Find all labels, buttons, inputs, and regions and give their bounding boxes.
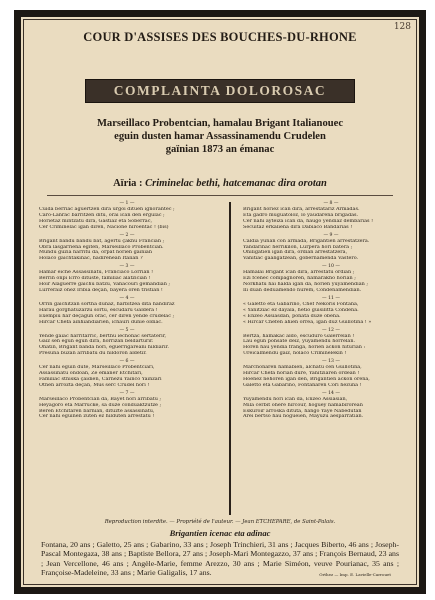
subtitle-line: gaïnian 1873 an émanac (165, 144, 275, 155)
verse-line: Heyagoro éta Marrucke, sa duze conduaktzutze ; (39, 402, 162, 408)
stanza-number: — 14 — (322, 390, 340, 396)
stanza (39, 264, 215, 294)
stanza (243, 391, 419, 421)
verse-line: Horen hau yendia franga, horien ackon hiturian : (243, 345, 366, 351)
verse-line: Yende gaiac harritarric, berthu iechonac sertaterir, (39, 333, 167, 339)
verse-line: Hircar Chefa ainhiandiarien, ichauri dunié oldiac. (39, 319, 163, 325)
air-title: Criminelac bethi, hatcemanac dira orotan (145, 178, 327, 189)
verse-line: Eta gadro muguatoloz, lo yaudarena brigadas. (243, 212, 359, 218)
verse-line: Exempiu har dêçagun orac, cer diren yende crudelac ; (39, 313, 175, 319)
stanza (39, 296, 215, 326)
verse-line: « Hircar Chefen ahien orrea, igan duz Guillotina ! » (243, 319, 372, 325)
stanza (39, 201, 215, 231)
verse-line: Harau gorghatuzarzu sortu, escudaru Galdera ! (39, 307, 158, 313)
verse-line: Assassinatu ondoan, Ze émaner Etchitari, (39, 371, 143, 377)
air-line (31, 178, 409, 189)
stanza (39, 391, 215, 421)
verse-line: Hamar eiche Assassinatu, Franciaco Lorrian ! (39, 270, 154, 276)
verse-line: « Yanitziac ez dayala, hetio guisilitta Condena. (243, 307, 359, 313)
verse-line: Cer Criminelac igan diren, Nacioné hiroentac ! (bis) (39, 224, 169, 230)
verse-line: Berrin onpi Erro dituste, familiac alatzician ! (39, 276, 151, 282)
verse-line: Ohiligatien igan dira, ordian arrestatzera, (243, 250, 348, 256)
verse-line: Ohatin, Brigant banda hori, eguerrigareani hildiarir. (39, 345, 169, 351)
stanza (243, 264, 419, 294)
verse-line: Brigant bandu bandu bat, agertu çakhu Francian ; (39, 238, 165, 244)
verse-line: Caro-Lanrac barritzen ditu, orai ican den ergulac ; (39, 212, 165, 218)
stanza-number: — 10 — (322, 264, 340, 270)
verse-line: Hoir Alaguerre gaichu batzu, Vahacouri gemandian ; (39, 282, 171, 288)
verse-line: Ezi fcenec compagnoren, hamarakho horian ; (243, 276, 356, 282)
verse-line: Cer nahi éguinen zuten ez hilduten arrestatu ! (39, 414, 155, 420)
verse-line: Vanitiac gaaligatzean, gobernamenda Vastero. (243, 256, 359, 262)
stanza (39, 233, 215, 263)
verse-line: Yuyamendu hori ican da, Enzeo Assiasian, (243, 396, 348, 402)
verse-line: Brigant horiez ican dira, arrestatariz Armadas. (243, 207, 360, 212)
stanza-number: — 3 — (119, 264, 135, 270)
brigands-heading: Brigantien icenac eta adinac (169, 528, 271, 538)
verse-line: Norkhatu hai halda igan da, horien yuyamendian ; (243, 282, 368, 288)
verse-line: Horietaz mintzatu dira, Gastiaz eta Soberrac, (39, 218, 152, 224)
verse-line: Hoenez nehoren igan den, Brigantien ackon orena, (243, 376, 370, 382)
stanza-number: — 11 — (322, 295, 340, 301)
verse-line: Ili duan deduamendo hurem, Condenamendian. (243, 287, 362, 293)
verse-line: Ureicalmendu gaiz, holaco Criminelekin ! (243, 351, 347, 357)
stanza-number: — 1 — (119, 201, 135, 206)
stanza-number: — 8 — (323, 201, 339, 206)
verse-line: Caldia yunan con armada, Brigantien arrestatzera. (243, 238, 370, 244)
verse-line: « Enzeo Assiasdan, ponata duze obena. (243, 313, 341, 319)
verse-line: Cer nahi éguin dute, Marseillaco Probentciari, (39, 365, 155, 371)
stanza (243, 328, 419, 358)
verse-line: Obra lasgarriena egiten, Marseillaco Probentcian. (39, 244, 164, 250)
broadside-content (31, 22, 411, 579)
verse-line: Othen arrozta déçan, Mus serc Crudel hori ! (39, 382, 150, 388)
stanza (243, 233, 419, 263)
stanza-number: — 12 — (322, 327, 340, 333)
verse-line: Familiac sthiska çaidien, Carnezu Yainco Yainzari (39, 376, 162, 382)
subtitle-line: Marseillaco Probentcian, hamalau Brigant Italianouec (96, 118, 344, 129)
stanza-number: — 7 — (119, 390, 135, 396)
court-heading: COUR D'ASSISES DES BOUCHES-DU-RHONE (83, 30, 357, 44)
verse-line: Marchonaren hamabien, alchatu cen Guillotina, (243, 365, 362, 371)
stanza-number: — 13 — (322, 359, 340, 365)
verse-line: Eskuroir arroska dituta, hango Yayé Nabedutan (243, 408, 362, 414)
verse-line: Hamalai Brigant ican dira, arrestatu ordian ; (243, 270, 355, 276)
air-label: Aïria : (113, 178, 143, 189)
stanza-number: — 9 — (323, 232, 339, 238)
verse-column-left (39, 200, 215, 422)
page-number: 128 (393, 22, 411, 32)
verse-line: Presuna buzan arribatu du hildoron aldetir. (39, 351, 147, 357)
title-banner (85, 79, 355, 103)
verse-line: Cuida berriac aguertzen dira urgoi dituen ignorantec ; (39, 207, 175, 212)
verse-line: Orrin gaichitzan sortha dunaz, harbitzea dita handiraz (39, 301, 175, 307)
verse-columns (39, 200, 401, 517)
verse-line: Gaiz sen égun égun dira, horrizan beldarturir. (39, 339, 154, 345)
stanza (39, 359, 215, 389)
stanza (39, 328, 215, 358)
verse-line: Lau egun ponsate deiz, yuyamendu horrelan. (243, 339, 356, 345)
stanza (243, 296, 419, 326)
verse-line: Beren Etchitaren barnian, dituzte assassinatu, (39, 408, 155, 414)
verse-line: Mundu guzia harritu da, orpat horien gainian (39, 250, 152, 256)
subtitle-line: eguin dusten hamar Assassinamendu Crudelen (114, 131, 326, 142)
verse-line: Cer nahi ayteiza ican da, haugo yendiaz dembarias ! (243, 218, 374, 224)
verse-line: Mila cerbit ohere hircour, hoguey hamabirorean (243, 402, 363, 408)
banner-title: COMPLAINTA DOLOROSAC (113, 83, 327, 98)
header-rule (47, 195, 393, 196)
column-divider (229, 202, 231, 515)
stanza-number: — 6 — (119, 359, 135, 365)
brigands-names: Fontana, 20 ans ; Galetto, 25 ans ; Gabarino, 33 ans ; Joseph Trinchieri, 31 ans ; Jacques Biberto, 46 ans ; Joseph-Pascal Montegaza, 38 ans ; Baptiste Bellora, 27 ans ; Joseph-Mari Montegazzo, 37 ans ; François Bernaud, 23 ans ; Jean Vercellone, 46 ans ; Angèle-Marie, femme Arezzo, 30 ans ; Marie Siméon, veuve Pourianac, 35 ans ; Françoise-Madeleine, 33 ans ; Marie Galigalis, 17 ans. (41, 540, 399, 578)
verse-line: Yandarinac herrikilon, Lurpera hori batera ; (243, 244, 353, 250)
verse-line: Holaco gaichtakinac, hadirenean Italian ? (39, 256, 143, 262)
verse-line: Secuitaz erkaliena dira Dabiaco Bandarias ! (243, 224, 353, 230)
complaint-broadside (14, 10, 426, 594)
verse-line: Lurreraiz ohez Iribia deçan, bayera oren tristian ! (39, 287, 163, 293)
verse-line: Arei bertso hau hoguéien, Mayuzu aesparratian. (243, 414, 364, 420)
stanza-number: — 5 — (119, 327, 135, 333)
subtitle (31, 117, 409, 156)
reproduction-notice: Reproduction interdite. — Propriété de l'auteur. — Jean ETCHEPARE, de Saint-Palais. (104, 519, 336, 525)
verse-line: Marseillaco Probentcian da, Bayet hori arribatu ; (39, 396, 162, 402)
verse-column-right (243, 200, 419, 422)
printer-line: Orthez — Imp. E. Lavielle-Carrouet (319, 572, 391, 577)
stanza-number: — 2 — (119, 232, 135, 238)
verse-line: Hircar Chefa horian dure, Yanitziaren ordean ! (243, 371, 360, 377)
verse-line: Galetto eta Gabarino, Fontanaren Cori hezuna ! (243, 382, 362, 388)
stanza-number: — 4 — (119, 295, 135, 301)
verse-line: Bertza, hamakac aldo, escuduro Galerrelan ! (243, 333, 355, 339)
stanza (243, 201, 419, 231)
stanza (243, 359, 419, 389)
verse-line: « Galetto eta Gabarino, Chef Nekoris Fontana, (243, 301, 359, 307)
